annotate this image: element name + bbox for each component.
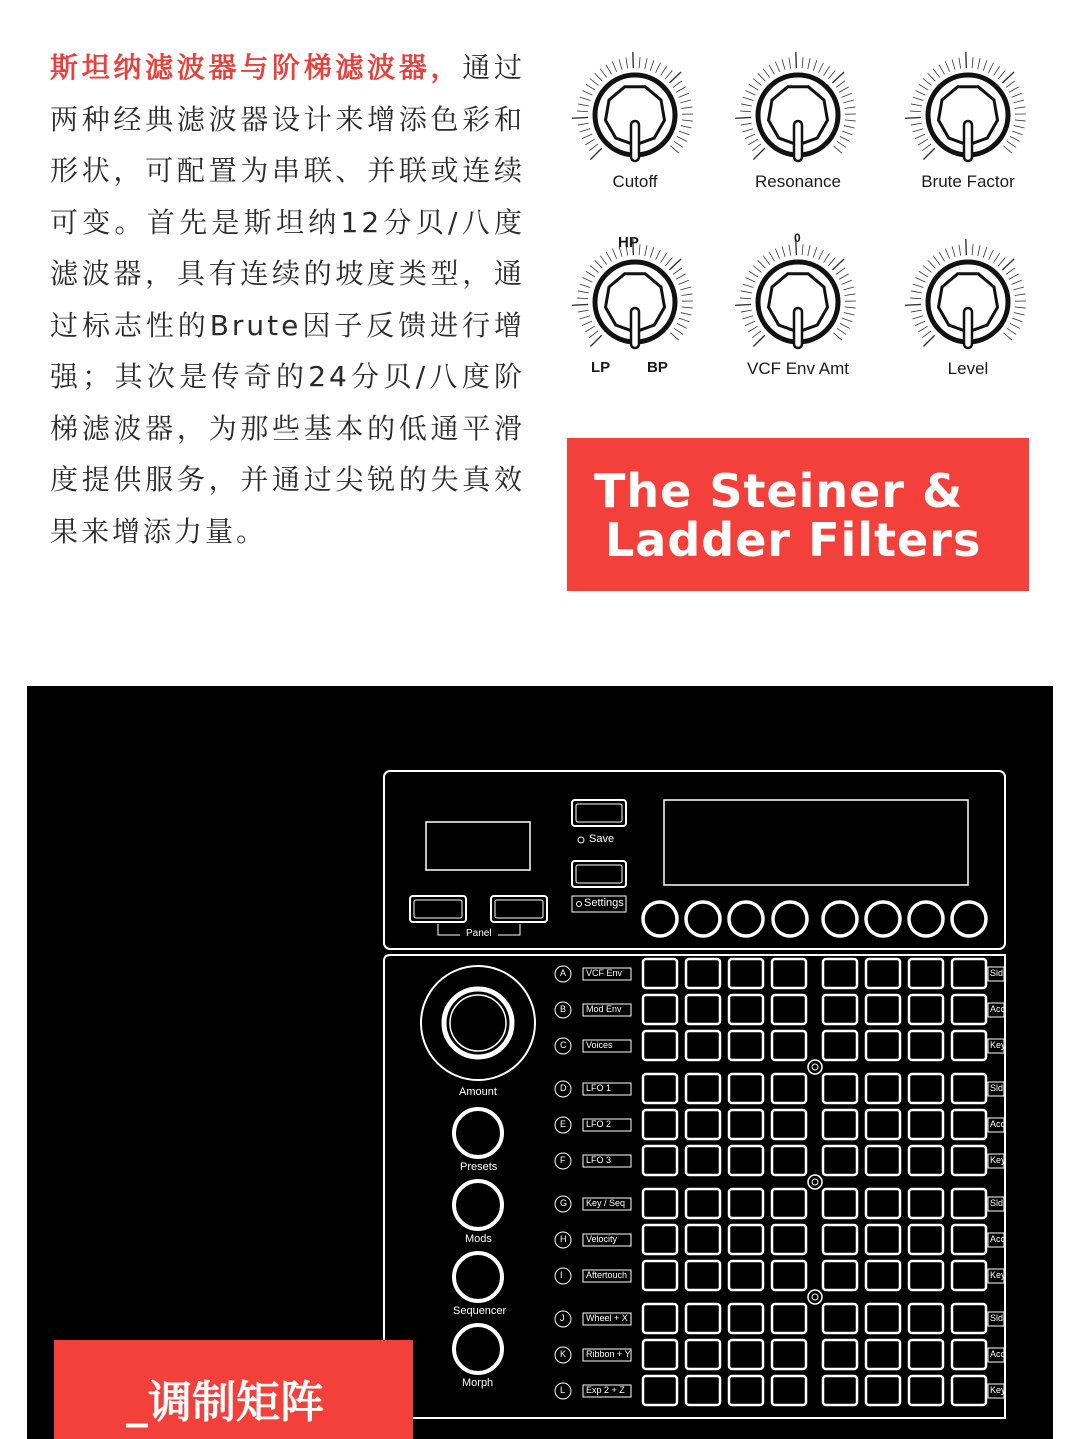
matrix-pad (823, 1189, 857, 1218)
matrix-pad (952, 995, 986, 1024)
row-letter: L (560, 1385, 566, 1395)
matrix-pad (643, 1340, 677, 1369)
matrix-pad (686, 1146, 720, 1175)
intro-headline: 斯坦纳滤波器与阶梯滤波器， (50, 51, 463, 84)
title-line-2: Ladder Filters (605, 513, 982, 567)
matrix-pad (729, 1146, 763, 1175)
row-source-label: VCF Env (586, 968, 623, 978)
matrix-pad (866, 1376, 900, 1405)
row-letter: E (560, 1119, 567, 1129)
hp-label: HP (618, 234, 639, 251)
macro-knob (773, 902, 807, 936)
row-dest-label: Sld (990, 968, 1004, 978)
matrix-pad (823, 1304, 857, 1333)
row-letter: J (560, 1313, 565, 1323)
matrix-pad (823, 1340, 857, 1369)
row-letter: A (560, 968, 567, 978)
row-source-label: Wheel + X (586, 1313, 628, 1323)
matrix-pad (729, 1225, 763, 1254)
matrix-pad (952, 1304, 986, 1333)
matrix-pad (643, 1074, 677, 1103)
row-letter: H (560, 1234, 567, 1244)
matrix-pad (823, 1261, 857, 1290)
matrix-pad (909, 1074, 943, 1103)
row-letter: K (560, 1349, 567, 1359)
matrix-pad (866, 995, 900, 1024)
matrix-pad (729, 1074, 763, 1103)
matrix-pad (866, 1110, 900, 1139)
matrix-pad (643, 995, 677, 1024)
row-letter: C (560, 1040, 567, 1050)
row-dest-label: Sld (990, 1313, 1004, 1323)
matrix-pad (952, 1225, 986, 1254)
matrix-pad (643, 959, 677, 988)
row-dest-label: Acc (990, 1349, 1006, 1359)
matrix-pad (952, 1110, 986, 1139)
macro-knob (952, 902, 986, 936)
matrix-pad (909, 1031, 943, 1060)
matrix-pad (952, 1074, 986, 1103)
matrix-pad (729, 1189, 763, 1218)
row-source-label: Key / Seq (586, 1198, 626, 1208)
morph-label: Morph (462, 1377, 494, 1389)
matrix-pad (643, 1031, 677, 1060)
matrix-pad (772, 1074, 806, 1103)
knob-label: VCF Env Amt (746, 359, 850, 378)
row-dest-label: Acc (990, 1119, 1006, 1129)
macro-knob (643, 902, 677, 936)
matrix-pad (643, 1261, 677, 1290)
lp-label: LP (591, 359, 611, 376)
row-source-label: LFO 1 (586, 1083, 612, 1093)
presets-encoder (454, 1109, 502, 1157)
matrix-pad (686, 1074, 720, 1103)
morph-encoder (454, 1325, 502, 1373)
row-source-label: LFO 3 (586, 1155, 612, 1165)
row-letter: I (560, 1270, 563, 1280)
row-dest-label: Sld (990, 1198, 1004, 1208)
matrix-pad (729, 959, 763, 988)
matrix-pad (729, 1304, 763, 1333)
matrix-pad (729, 1110, 763, 1139)
matrix-pad (909, 1110, 943, 1139)
matrix-pad (823, 1146, 857, 1175)
mods-encoder (454, 1181, 502, 1229)
small-display (426, 822, 530, 870)
matrix-pad (909, 1146, 943, 1175)
matrix-pad (643, 1376, 677, 1405)
zero-label: 0 (794, 231, 801, 245)
matrix-pad (686, 1340, 720, 1369)
matrix-pad (866, 1261, 900, 1290)
matrix-pad (772, 1340, 806, 1369)
macro-knob (729, 902, 763, 936)
matrix-pad (686, 959, 720, 988)
matrix-pad (686, 1225, 720, 1254)
matrix-pad (772, 959, 806, 988)
main-display (664, 800, 968, 885)
row-dest-label: Key (990, 1385, 1006, 1395)
matrix-pad (643, 1225, 677, 1254)
matrix-pad (729, 1376, 763, 1405)
matrix-pad (686, 1110, 720, 1139)
matrix-pad (772, 1261, 806, 1290)
row-dest-label: Acc (990, 1004, 1006, 1014)
mod-matrix-title: _调制矩阵 (126, 1377, 324, 1428)
settings-label: Settings (584, 897, 624, 909)
macro-knob (823, 902, 857, 936)
matrix-pad (823, 995, 857, 1024)
row-dest-label: Key (990, 1155, 1006, 1165)
matrix-pad (952, 1376, 986, 1405)
bp-label: BP (647, 359, 668, 376)
matrix-pad (772, 1225, 806, 1254)
save-label: Save (589, 833, 615, 845)
row-letter: B (560, 1004, 567, 1014)
matrix-pad (643, 1304, 677, 1333)
row-source-label: Aftertouch (586, 1270, 628, 1280)
matrix-pad (952, 1189, 986, 1218)
matrix-pad (866, 1031, 900, 1060)
matrix-pad (772, 1189, 806, 1218)
matrix-pad (643, 1189, 677, 1218)
matrix-pad (772, 1304, 806, 1333)
matrix-pad (686, 1189, 720, 1218)
row-source-label: LFO 2 (586, 1119, 612, 1129)
matrix-pad (952, 1031, 986, 1060)
row-letter: G (560, 1198, 568, 1208)
matrix-pad (772, 1146, 806, 1175)
matrix-pad (909, 1304, 943, 1333)
matrix-pad (772, 1376, 806, 1405)
row-source-label: Voices (586, 1040, 613, 1050)
matrix-pad (866, 1225, 900, 1254)
matrix-pad (823, 1110, 857, 1139)
matrix-pad (909, 1340, 943, 1369)
knob-label: Cutoff (612, 172, 658, 191)
panel-label: Panel (466, 928, 492, 939)
matrix-pad (909, 959, 943, 988)
row-dest-label: Key (990, 1040, 1006, 1050)
matrix-pad (772, 1110, 806, 1139)
row-letter: D (560, 1083, 567, 1093)
top-panel-outline (384, 771, 1005, 949)
matrix-pad (823, 1225, 857, 1254)
matrix-pad (952, 1146, 986, 1175)
mod-matrix-tag (54, 1340, 413, 1439)
matrix-pad (866, 1189, 900, 1218)
amount-encoder (421, 966, 535, 1080)
matrix-pad (772, 1031, 806, 1060)
amount-label: Amount (459, 1086, 497, 1098)
matrix-pad (823, 1074, 857, 1103)
sequencer-label: Sequencer (453, 1305, 507, 1317)
matrix-pad (909, 1225, 943, 1254)
matrix-pad (952, 959, 986, 988)
row-dest-label: Key (990, 1270, 1006, 1280)
matrix-pad (866, 1340, 900, 1369)
matrix-pad (823, 1031, 857, 1060)
matrix-pad (866, 1304, 900, 1333)
macro-knob (866, 902, 900, 936)
matrix-pad (909, 995, 943, 1024)
matrix-pad (729, 1031, 763, 1060)
macro-knob (909, 902, 943, 936)
matrix-pad (729, 1340, 763, 1369)
matrix-pad (952, 1261, 986, 1290)
matrix-pad (686, 1304, 720, 1333)
row-dest-label: Acc (990, 1234, 1006, 1244)
row-source-label: Ribbon + Y (586, 1349, 631, 1359)
matrix-pad (643, 1146, 677, 1175)
presets-label: Presets (460, 1161, 498, 1173)
matrix-pad (729, 1261, 763, 1290)
matrix-pad (866, 959, 900, 988)
matrix-pad (952, 1340, 986, 1369)
matrix-pad (686, 1031, 720, 1060)
matrix-pad (686, 1376, 720, 1405)
row-source-label: Mod Env (586, 1004, 622, 1014)
matrix-pad (866, 1074, 900, 1103)
row-letter: F (560, 1155, 566, 1165)
matrix-pad (686, 995, 720, 1024)
matrix-pad (643, 1110, 677, 1139)
row-source-label: Velocity (586, 1234, 618, 1244)
sequencer-encoder (454, 1253, 502, 1301)
title-line-1: The Steiner & (594, 464, 964, 518)
mods-label: Mods (465, 1233, 492, 1245)
row-dest-label: Sld (990, 1083, 1004, 1093)
matrix-pad (909, 1376, 943, 1405)
matrix-pad (772, 995, 806, 1024)
knob-label: Level (947, 359, 989, 378)
matrix-pad (823, 1376, 857, 1405)
matrix-pad (823, 959, 857, 988)
knob-label: Brute Factor (921, 172, 1015, 191)
matrix-pad (866, 1146, 900, 1175)
macro-knob (686, 902, 720, 936)
matrix-pad (729, 995, 763, 1024)
matrix-pad (909, 1261, 943, 1290)
matrix-pad (686, 1261, 720, 1290)
row-source-label: Exp 2 + Z (586, 1385, 625, 1395)
matrix-pad (909, 1189, 943, 1218)
intro-body: 通过两种经典滤波器设计来增添色彩和形状，可配置为串联、并联或连续可变。首先是斯坦纳12分贝/八度滤波器，具有连续的坡度类型，通过标志性的Brute因子反馈进行增强；其次是传奇的24分贝/八度阶梯滤波器，为那些基本的低通平滑度提供服务，并通过尖锐的失真效果来增添力量。 (50, 51, 525, 548)
knob-label: Resonance (754, 172, 841, 191)
